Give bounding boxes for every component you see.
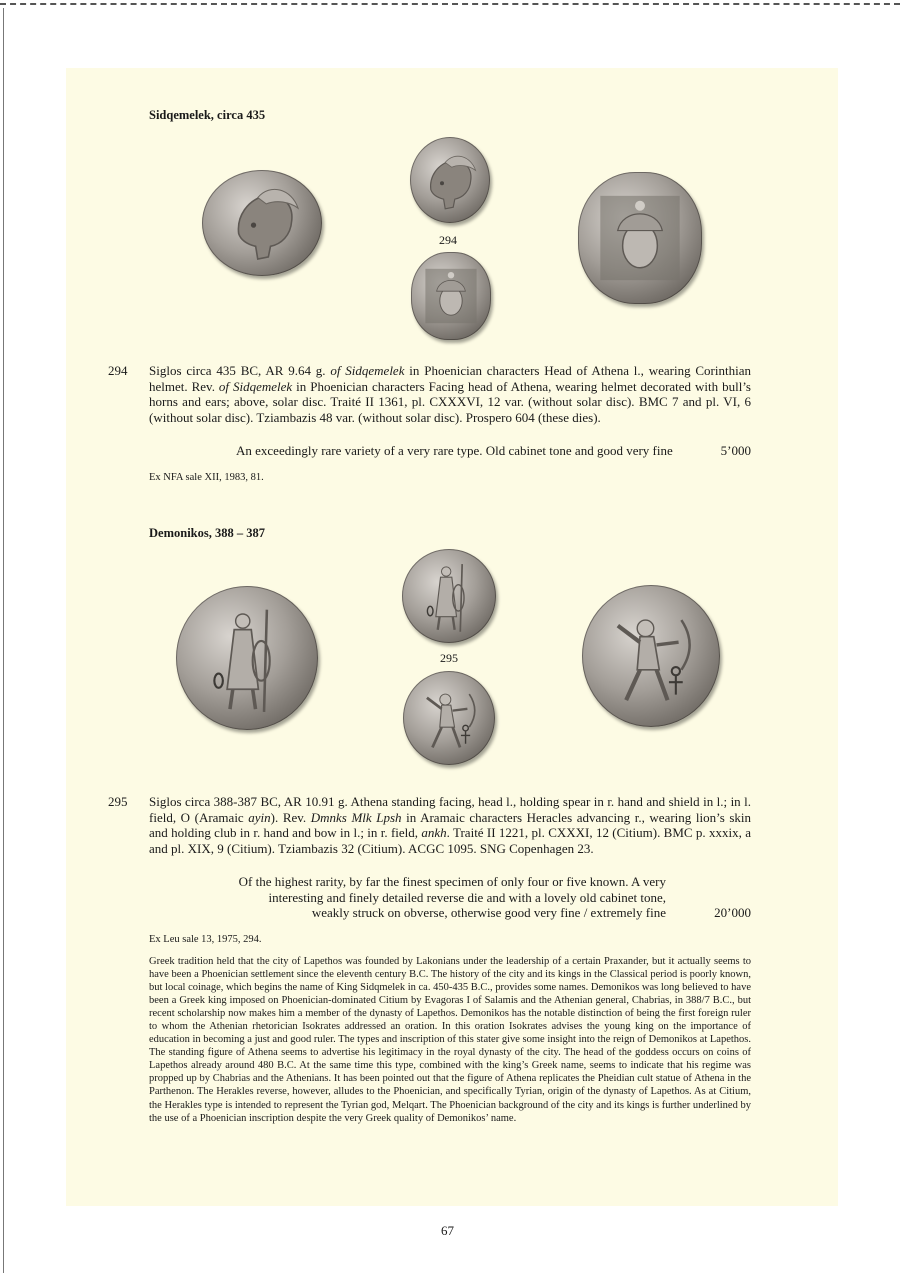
desc-text: in Phoenician characters Facing head of Athena, wearing helmet decorated with bull’s horns and ears; above, solar disc. Traité II 1361, pl. CXXXVI, 12 var. (without solar disc). BMC 7 and pl. VI, 6 (without solar disc). Tziambazis 48 var. (without solar disc). Prospero 604 (these dies). <box>149 378 751 425</box>
desc-italic-term: ankh <box>421 825 447 840</box>
athena-facing-head-icon <box>578 172 702 304</box>
coin-295-reverse-large <box>582 585 720 727</box>
heracles-advancing-icon <box>582 585 720 727</box>
athena-head-left-icon <box>202 170 322 276</box>
page-margin-rule <box>3 8 4 1273</box>
lot-rarity-294: An exceedingly rare variety of a very rare type. Old cabinet tone and good very fine <box>236 443 673 458</box>
page-number: 67 <box>441 1223 454 1238</box>
desc-text: in Phoenician characters Head of Athena l., wearing Corinthian helmet. Rev. <box>149 363 751 394</box>
rarity-line: Of the highest rarity, by far the finest specimen of only four or five known. A very <box>238 874 666 889</box>
coin-295-reverse-small <box>403 671 495 765</box>
page-cut-line <box>0 3 900 5</box>
coin-plate-label-294: 294 <box>439 233 457 247</box>
coin-294-obverse-large <box>202 170 322 276</box>
athena-facing-head-icon <box>411 252 491 340</box>
section-heading-sidqemelek: Sidqemelek, circa 435 <box>149 108 266 122</box>
heracles-advancing-icon <box>403 671 495 765</box>
desc-text: . Traité II 1221, pl. CXXXI, 12 (Citium). BMC p. xxxix, a and pl. XIX, 9 (Citium). Tziambazis 32 (Citium). ACGC 1095. SNG Copenhagen 23. <box>149 825 751 856</box>
athena-head-left-icon <box>410 137 490 223</box>
desc-text: Siglos circa 388-387 BC, AR 10.91 g. Athena standing facing, head l., holding spear in r. hand and shield in l.; in l. field, O (Aramaic <box>149 794 751 825</box>
desc-italic-legend: of Sidqemelek <box>218 378 293 394</box>
desc-italic-legend: of Sidqemelek <box>330 363 405 378</box>
coin-plate-label-295: 295 <box>440 651 458 665</box>
coin-294-obverse-small <box>410 137 490 223</box>
desc-italic-legend: Dmnks Mlk Lpsh <box>310 809 402 825</box>
lot-description-295 <box>149 794 751 856</box>
lot-rarity-295 <box>149 874 666 921</box>
lot-provenance-294: Ex NFA sale XII, 1983, 81. <box>149 472 264 483</box>
desc-text: ). Rev. <box>270 809 311 825</box>
desc-text: Siglos circa 435 BC, AR 9.64 g. <box>149 363 331 378</box>
desc-text: in Aramaic characters Heracles advancing r., wearing lion’s skin and holding club in r. hand and bow in l.; in r. field, <box>149 809 751 840</box>
historical-essay: Greek tradition held that the city of Lapethos was founded by Lakonians under the leadership of a certain Praxander, but it actually seems to have been a Phoenician settlement since the eleventh century B.C. The history of the city and its kings in the Classical period is poorly known, but local coinage, which begins the name of King Sidqmelek in ca. 450-435 B.C., provides some names. Demonikos was long believed to have been a Greek king imposed on Phoenician-dominated Citium by Evagoras I of Salamis and the Athenian general, Chabrias, in 388/7 B.C., but recent scholarship now makes him a member of the dynasty of Lapethos. Demonikos has the notable distinction of being the first foreign ruler to whom the Athenian rhetorician Isokrates addressed an oration. In this oration Isokrates advises the young king on the importance of education in becoming a just and good ruler. The types and inscription of this stater give some insight into the reign of Demonikos at Lapethos. The standing figure of Athena seems to advertise his legitimacy in the royal dynasty of the city. The head of the goddess occurs on coins of Lapethos already around 480 B.C. At the same time this type, combined with the king’s Greek name, seems to indicate that his regime was propped up by Chabrias and the Athenians. It has been pointed out that the figure of Athena replicates the Pheidian cult statue of Athena in the Parthenon. The Herakles reverse, however, alludes to the Phoenician, and specifically Tyrian, origin of the dynasty of Lapethos. As at Citium, the Herakles type is intended to represent the Tyrian god, Melqart. The Phoenician background of the city and its kings is further underlined by the use of a Phoenician inscription despite the very Greek quality of Demonikos’ name. <box>149 956 751 1124</box>
coin-294-reverse-small <box>411 252 491 340</box>
coin-295-obverse-small <box>402 549 496 643</box>
coin-295-obverse-large <box>176 586 318 730</box>
desc-italic-term: ayin <box>248 809 271 825</box>
lot-estimate-294: 5’000 <box>720 443 751 458</box>
coin-294-reverse-large <box>578 172 702 304</box>
lot-number-294: 294 <box>108 363 128 378</box>
rarity-line: interesting and finely detailed reverse die and with a lovely old cabinet tone, <box>268 889 666 905</box>
athena-standing-icon <box>402 549 496 643</box>
rarity-line: weakly struck on obverse, otherwise good very fine / extremely fine <box>311 905 666 920</box>
lot-estimate-295: 20’000 <box>714 905 751 920</box>
lot-number-295: 295 <box>108 794 128 809</box>
lot-description-294 <box>149 363 751 425</box>
lot-provenance-295: Ex Leu sale 13, 1975, 294. <box>149 934 262 945</box>
section-heading-demonikos: Demonikos, 388 – 387 <box>149 526 265 540</box>
athena-standing-icon <box>176 586 318 730</box>
